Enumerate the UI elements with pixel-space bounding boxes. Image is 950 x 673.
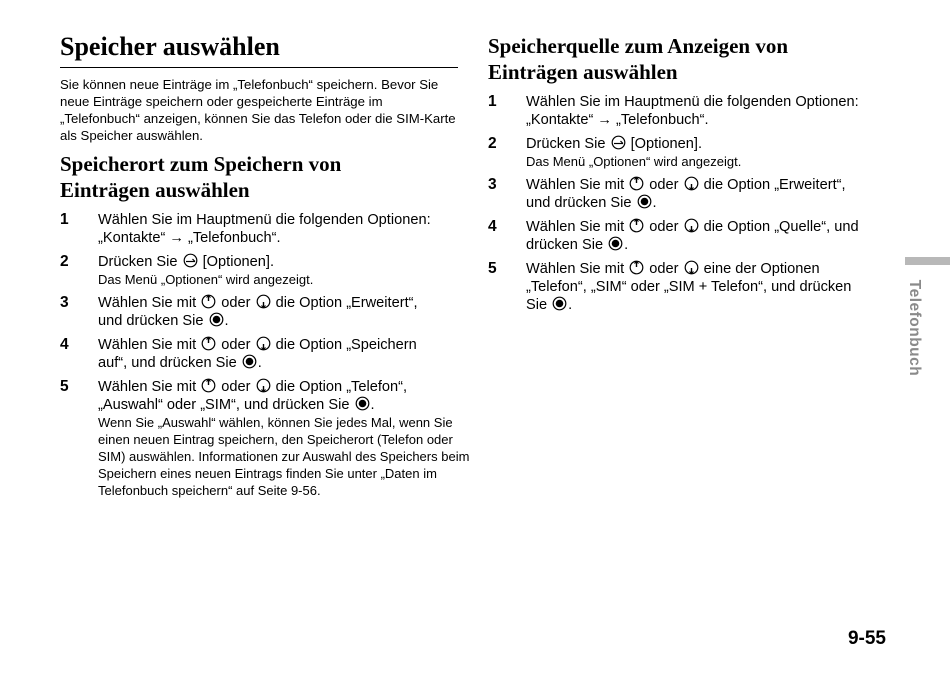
nav-down-icon <box>684 260 699 275</box>
step-item <box>60 378 470 499</box>
nav-up-icon <box>629 260 644 275</box>
step-text: und drücken Sie <box>98 313 204 329</box>
step-text: . <box>624 237 629 253</box>
softkey-right-icon <box>183 253 198 268</box>
step-text: Wählen Sie im Hauptmenü die folgenden Optionen: <box>526 94 859 110</box>
step-number: 1 <box>488 93 497 110</box>
page-number: 9-55 <box>847 628 886 649</box>
section-heading-source <box>488 33 888 85</box>
nav-up-icon <box>201 378 216 393</box>
step-text: oder <box>221 295 251 311</box>
step-number: 4 <box>488 218 497 235</box>
step-note: Das Menü „Optionen“ wird angezeigt. <box>526 154 742 169</box>
step-item <box>60 253 470 288</box>
section-heading-save-location <box>60 151 460 203</box>
step-text: [Optionen]. <box>202 254 275 270</box>
step-text: die Option „Quelle“, und <box>703 219 859 235</box>
page-title: Speicher auswählen <box>60 32 280 61</box>
step-text: „Auswahl“ oder „SIM“, und drücken Sie <box>98 397 350 413</box>
center-select-icon <box>355 396 370 411</box>
step-note: Wenn Sie „Auswahl“ wählen, können Sie jedes Mal, wenn Sie einen neuen Eintrag speichern, den Speicherort (Telefon oder SIM) auswählen. Informationen zur Auswahl des Speichers beim Speichern eines neuen Eintrags finden Sie unter „Daten im Telefonbuch speichern“ auf Seite 9-56. <box>98 415 470 498</box>
step-number: 5 <box>488 260 497 277</box>
step-text: Wählen Sie mit <box>526 261 625 277</box>
nav-down-icon <box>684 176 699 191</box>
step-item <box>60 211 470 247</box>
steps-list-source <box>488 93 898 320</box>
side-tab <box>900 270 928 385</box>
step-text: Wählen Sie im Hauptmenü die folgenden Optionen: <box>98 212 431 228</box>
softkey-right-icon <box>611 135 626 150</box>
step-number: 3 <box>60 294 69 311</box>
intro-paragraph: Sie können neue Einträge im „Telefonbuch“ speichern. Bevor Sie neue Einträge speichern oder gespeicherte Einträge im „Telefonbuch“ anzeigen, können Sie das Telefon oder die SIM-Karte als Speicher auswählen. <box>60 77 456 143</box>
step-number: 4 <box>60 336 69 353</box>
step-text: die Option „Erweitert“, <box>703 177 846 193</box>
side-tab-label: Telefonbuch <box>906 279 923 376</box>
steps-list-save-location <box>60 211 470 505</box>
step-text: eine der Optionen <box>703 261 820 277</box>
side-tab-marker <box>905 257 950 265</box>
center-select-icon <box>552 296 567 311</box>
nav-down-icon <box>256 378 271 393</box>
step-text: Drücken Sie <box>526 136 606 152</box>
section-heading-line: Einträgen auswählen <box>60 178 250 202</box>
step-text: oder <box>649 177 679 193</box>
step-text: . <box>257 355 262 371</box>
step-text: die Option „Telefon“, <box>275 379 408 395</box>
step-text: Drücken Sie <box>98 254 178 270</box>
step-text: Sie <box>526 297 548 313</box>
section-heading-line: Einträgen auswählen <box>488 60 678 84</box>
step-text: oder <box>649 219 679 235</box>
step-text: „Telefon“, „SIM“ oder „SIM + Telefon“, und drücken <box>526 279 852 295</box>
step-text: Wählen Sie mit <box>98 295 197 311</box>
nav-up-icon <box>201 336 216 351</box>
step-text: drücken Sie <box>526 237 604 253</box>
step-text: und drücken Sie <box>526 195 632 211</box>
step-text: Wählen Sie mit <box>98 337 197 353</box>
step-text: . <box>370 397 375 413</box>
center-select-icon <box>608 236 623 251</box>
step-text: Wählen Sie mit <box>526 177 625 193</box>
nav-up-icon <box>201 294 216 309</box>
step-text: Wählen Sie mit <box>98 379 197 395</box>
step-number: 1 <box>60 211 69 228</box>
center-select-icon <box>209 312 224 327</box>
step-note: Das Menü „Optionen“ wird angezeigt. <box>98 272 314 287</box>
step-item <box>488 176 898 212</box>
step-text: oder <box>221 379 251 395</box>
center-select-icon <box>637 194 652 209</box>
step-text: Wählen Sie mit <box>526 219 625 235</box>
nav-up-icon <box>629 176 644 191</box>
section-heading-line: Speicherort zum Speichern von <box>60 152 342 176</box>
step-item <box>488 260 898 314</box>
step-item <box>488 135 898 170</box>
step-number: 3 <box>488 176 497 193</box>
step-text: . <box>224 313 229 329</box>
step-item <box>488 93 898 129</box>
step-item <box>60 294 470 330</box>
step-text: [Optionen]. <box>630 136 703 152</box>
step-text: . <box>652 195 657 211</box>
step-item <box>60 336 470 372</box>
step-text: . <box>568 297 573 313</box>
section-heading-line: Speicherquelle zum Anzeigen von <box>488 34 789 58</box>
center-select-icon <box>242 354 257 369</box>
nav-down-icon <box>256 336 271 351</box>
step-text: „Kontakte“ → „Telefonbuch“. <box>98 230 281 246</box>
step-number: 2 <box>488 135 497 152</box>
step-text: auf“, und drücken Sie <box>98 355 237 371</box>
nav-up-icon <box>629 218 644 233</box>
step-number: 5 <box>60 378 69 395</box>
nav-down-icon <box>684 218 699 233</box>
step-text: die Option „Speichern <box>275 337 417 353</box>
step-number: 2 <box>60 253 69 270</box>
step-text: oder <box>221 337 251 353</box>
title-rule <box>60 67 458 68</box>
step-text: oder <box>649 261 679 277</box>
step-text: „Kontakte“ → „Telefonbuch“. <box>526 112 709 128</box>
step-text: die Option „Erweitert“, <box>275 295 418 311</box>
step-item <box>488 218 898 254</box>
nav-down-icon <box>256 294 271 309</box>
